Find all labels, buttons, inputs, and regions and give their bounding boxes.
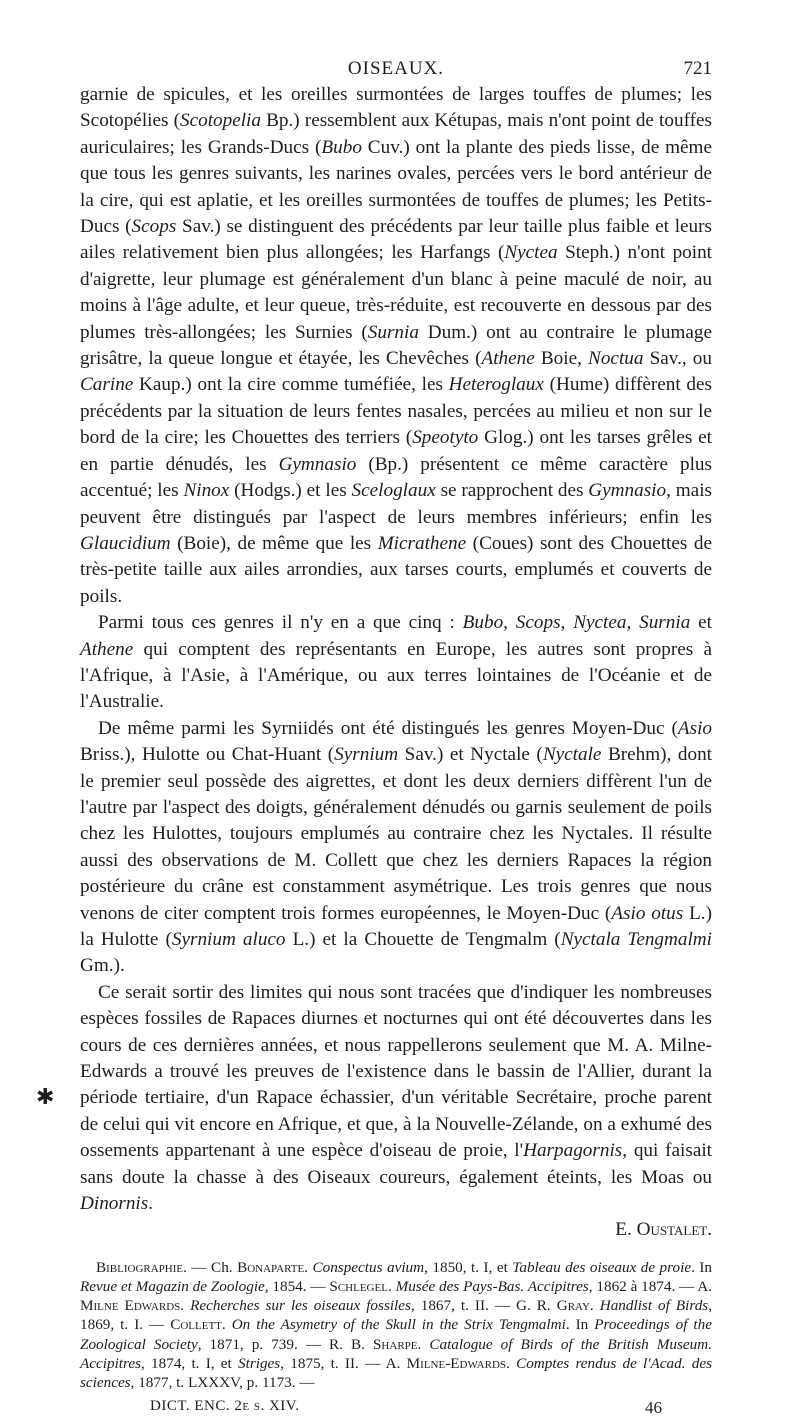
paragraph [80, 610, 712, 716]
text-run: . [589, 1297, 600, 1315]
page-footer [80, 1398, 712, 1420]
italic-text: Nyctea [504, 242, 558, 264]
small-caps-text: Bibliographie. [96, 1258, 187, 1276]
text-run: . [387, 1278, 396, 1296]
text-run: , 1871, p. 739. — R. B. [197, 1335, 373, 1353]
italic-text: Striges [238, 1354, 281, 1372]
small-caps-text: Bonaparte [237, 1258, 305, 1276]
paragraph [80, 716, 712, 980]
italic-text: Bubo [321, 136, 362, 158]
italic-text: Syrnium [334, 744, 399, 766]
document-page [80, 52, 712, 1420]
italic-text: On the Asymetry of the Skull in the Strix Tengmalmi [231, 1316, 566, 1334]
italic-text: Conspectus avium [312, 1258, 425, 1276]
italic-text: Revue et Magazin de Zoologie [80, 1278, 265, 1296]
text-run: . In [691, 1258, 712, 1276]
running-head [80, 52, 712, 82]
text-run: , 1874, t. I, et [141, 1354, 239, 1372]
small-caps-text: Gray [556, 1297, 590, 1315]
text-run: garnie de spicules, et les oreilles surmontées de larges touffes de plumes; les Scotopélies ( [80, 84, 712, 132]
italic-text: Catalogue of Birds of the British Museum. Accipitres [80, 1335, 712, 1372]
italic-text: Asio otus [611, 902, 684, 924]
text-run: L.) la Hulotte ( [80, 902, 712, 950]
italic-text: Harpagornis [523, 1140, 623, 1162]
text-run: L.) et la Chouette de Tengmalm ( [285, 929, 561, 950]
text-run: , 1869, t. I. — [80, 1297, 713, 1334]
italic-text: Nyctale [542, 744, 602, 766]
italic-text: Comptes rendus de l'Acad. des sciences [80, 1354, 713, 1392]
text-run: De même parmi les Syrniidés ont été distingués les genres Moyen-Duc ( [98, 717, 678, 739]
running-head-title: OISEAUX. [347, 58, 445, 79]
small-caps-text: Milne Edwards [80, 1297, 181, 1315]
text-run: (Coues) sont des Chouettes de très-petite taille aux ailes arrondies, aux tarses courts, emplumés et couverts de poils. [80, 532, 713, 607]
body-text [80, 82, 712, 1217]
italic-text: Scotopelia [179, 110, 261, 132]
italic-text: Nyctala Tengmalmi [560, 929, 712, 950]
text-run: Kaup.) ont la cire comme tuméfiée, les [133, 374, 449, 396]
italic-text: Asio [677, 717, 712, 739]
text-run: Brehm), dont le premier seul possède des aigrettes, et dont les deux derniers diffèrent l'un de l'autre par l'aspect des doigts, généralement dénudés ou garnis seulement de poils chez les Hulottes, toujours emplumés au contraire chez les Nyctales. Il résulte aussi des observations de M. Collett que chez les derniers Rapaces la région postérieure du crâne est constamment asymétrique. Les trois genres que nous venons de citer comptent trois formes européennes, le Moyen-Duc ( [80, 744, 712, 924]
italic-text: Heteroglaux [448, 374, 544, 396]
text-run: se rapprochent des [435, 480, 589, 502]
text-run: et [690, 612, 712, 634]
margin-mark-icon: ✱ [36, 1084, 55, 1109]
text-run: . In [565, 1316, 595, 1334]
bibliography [80, 1258, 712, 1392]
text-run: Bp.) ressemblent aux Kétupas, mais n'ont point de touffes auriculaires; les Grands-Ducs ( [80, 110, 712, 158]
small-caps-text: Sharpe [372, 1335, 418, 1353]
paragraph [80, 980, 712, 1218]
italic-text: Speotyto [412, 427, 479, 449]
text-run: . [148, 1193, 154, 1215]
small-caps-text: Milne-Edwards [406, 1354, 507, 1372]
italic-text: Musée des Pays-Bas. Accipitres [395, 1278, 589, 1296]
text-run: (Bp.) présentent ce même caractère plus accentué; les [80, 453, 712, 502]
text-run: . [304, 1258, 313, 1276]
italic-text: Surnia [367, 321, 419, 343]
text-run: Sav.) se distinguent des précédents par leur taille plus faible et leurs ailes relativement bien plus allongées; les Harfangs ( [80, 216, 712, 264]
italic-text: Micrathene [377, 532, 467, 554]
italic-text: Carine [80, 374, 134, 396]
text-run: (Boie), de même que les [170, 532, 378, 554]
text-run: Ce serait sortir des limites qui nous sont tracées que d'indiquer les nombreuses espèces fossiles de Rapaces diurnes et nocturnes qui ont été découvertes dans les cours de ces dernières années, et nous rappellerons seulement que M. A. Milne-Edwards a trouvé les preuves de l'existence dans le bassin de l'Allier, durant la période tertiaire, d'un Rapace échassier, d'un véritable Secrétaire, proche parent de celui qui vit encore en Afrique, et que, à la Nouvelle-Zélande, on a exhumé des ossements appartenant à une espèce d'oiseau de proie, l' [80, 981, 712, 1162]
text-run: , 1875, t. II. — A. [280, 1354, 407, 1372]
text-run: , qui faisait sans doute la chasse à des Oiseaux coureurs, également éteints, les Moas ou [80, 1140, 712, 1188]
italic-text: Bubo, Scops, Nyctea, Surnia [462, 612, 691, 634]
text-run: Gm.). [80, 955, 125, 977]
italic-text: Athene [80, 638, 134, 660]
italic-text: Syrnium aluco [171, 929, 286, 950]
text-run: , 1854. — [264, 1278, 330, 1296]
text-run: — Ch. [186, 1258, 238, 1276]
text-run: . [180, 1297, 191, 1315]
italic-text: Sceloglaux [351, 480, 436, 502]
text-run: (Hume) diffèrent des précédents par la situation de leurs fentes nasales, percées au milieu et non sur le bord de la cire; les Chouettes des terriers ( [80, 374, 712, 449]
italic-text: Noctua [588, 348, 644, 370]
text-run: , 1862 à 1874. — A. [588, 1278, 713, 1296]
italic-text: Gymnasio [278, 453, 357, 475]
small-caps-text: Schlegel [329, 1278, 388, 1296]
text-run: (Hodgs.) et les [229, 480, 352, 502]
italic-text: Scops [131, 216, 177, 238]
italic-text: Tableau des oiseaux de proie [512, 1258, 692, 1276]
author-signature: E. Oustalet. [615, 1219, 712, 1241]
italic-text: Recherches sur les oiseaux fossiles [190, 1297, 411, 1315]
text-run: , 1877, t. LXXXV, p. 1173. — [130, 1374, 315, 1392]
page-number: 721 [683, 58, 712, 79]
sheet-number: 46 [645, 1398, 662, 1418]
text-run: Sav.) et Nyctale ( [398, 744, 543, 766]
text-run: . [417, 1335, 430, 1353]
text-run: Cuv.) ont la plante des pieds lisse, de même que tous les genres suivants, les narines ovales, percées vers le bord antérieur de la cire, qui est aplatie, et les oreilles surmontées de touffes de plumes; les Petits-Ducs ( [80, 136, 712, 238]
text-run: , mais peuvent être distingués par l'aspect de leurs membres inférieurs; enfin les [80, 480, 712, 528]
text-run: , 1850, t. I, et [424, 1258, 513, 1276]
text-run: . [221, 1316, 232, 1334]
italic-text: Athene [481, 348, 535, 370]
italic-text: Handlist of Birds [599, 1297, 709, 1315]
text-run: , 1867, t. II. — G. R. [410, 1297, 557, 1315]
text-run: Steph.) n'ont point d'aigrette, leur plumage est généralement d'un blanc à peine maculé de noir, au moins à l'âge adulte, et leur queue, très-réduite, est recouverte en dessous par des plumes très-allongées; les Surnies ( [80, 242, 713, 343]
italic-text: Glaucidium [80, 532, 171, 554]
text-run: Boie, [534, 348, 589, 370]
italic-text: Ninox [183, 480, 230, 502]
italic-text: Gymnasio [588, 480, 667, 502]
text-run: Briss.), Hulotte ou Chat-Huant ( [80, 744, 335, 766]
italic-text: Dinornis [80, 1193, 149, 1215]
text-run: Parmi tous ces genres il n'y en a que cinq : [98, 612, 463, 634]
text-run: . [506, 1354, 517, 1372]
signature-mark: DICT. ENC. 2e s. XIV. [150, 1398, 300, 1415]
paragraph [80, 82, 712, 610]
text-run: Dum.) ont au contraire le plumage grisâtre, la queue longue et étayée, les Chevêches ( [80, 321, 712, 370]
text-run: qui comptent des représentants en Europe, les autres sont propres à l'Afrique, à l'Asie, à l'Amérique, ou aux terres lointaines de l'Océanie et de l'Australie. [80, 638, 712, 713]
italic-text: Proceedings of the Zoological Society [80, 1316, 712, 1353]
small-caps-text: Collett [170, 1316, 222, 1334]
text-run: Sav., ou [643, 348, 712, 370]
text-run: Glog.) ont les tarses grêles et en partie dénudés, les [80, 427, 712, 475]
